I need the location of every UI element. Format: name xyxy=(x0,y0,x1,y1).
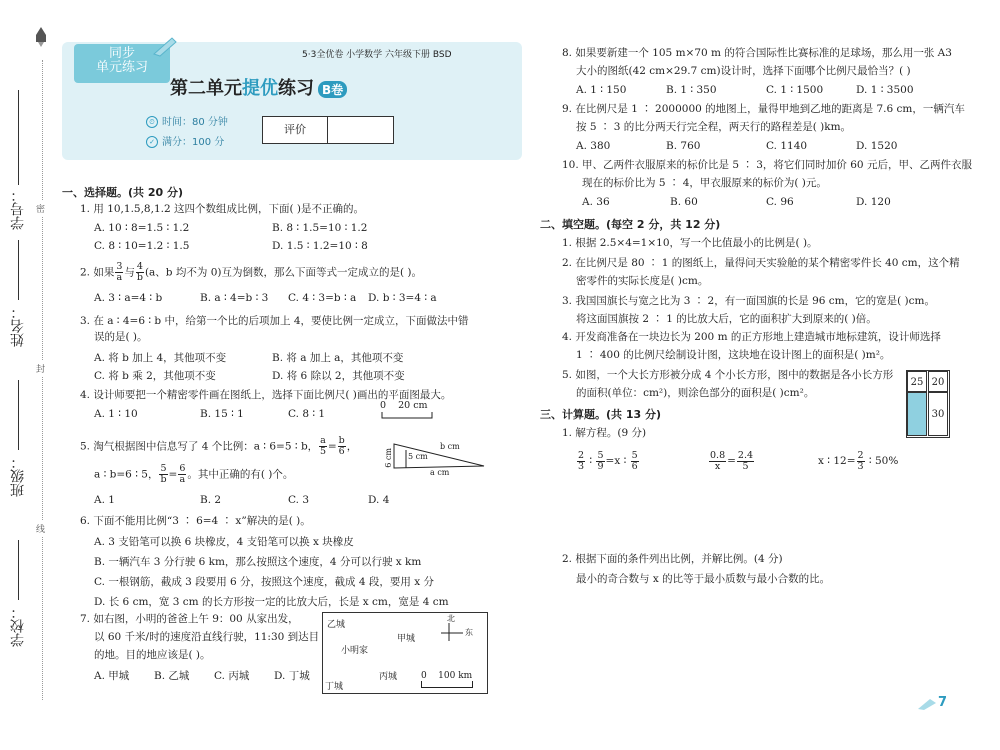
q5-frac2 xyxy=(338,436,346,457)
frac-num: 5 xyxy=(160,463,167,474)
frac-den: 6 xyxy=(631,460,638,472)
q8-opt-b[interactable]: B. 1 ∶ 350 xyxy=(666,84,717,96)
score-text: 满分：100 分 xyxy=(162,137,225,148)
map-ding-city: 丁城 xyxy=(325,682,344,692)
seal-feng: 封 xyxy=(36,360,45,377)
map-scale-bar xyxy=(421,681,473,688)
q4-opt-a[interactable]: A. 1 ∶ 10 xyxy=(94,408,138,420)
frac-num: 2.4 xyxy=(737,449,754,461)
frac-num: 3 xyxy=(116,261,123,272)
q3-opt-d[interactable]: D. 将 6 除以 2，其他项不变 xyxy=(272,370,405,382)
q1-opt-a[interactable]: A. 10 ∶ 8=1.5 ∶ 1.2 xyxy=(94,222,190,234)
map-east: 东 xyxy=(465,628,473,637)
q10-opt-d[interactable]: D. 120 xyxy=(856,196,891,208)
q8-line1: 8. 如果要新建一个 105 m×70 m 的符合国际性比赛标准的足球场，那么用一张 A3 xyxy=(562,47,952,59)
scale-bar-20cm xyxy=(380,402,460,422)
f4-line2[interactable]: 1 ∶ 400 的比例尺绘制设计图，这块地在设计图上的面积是( )m²。 xyxy=(576,349,891,361)
compass-icon xyxy=(435,619,465,643)
title-part2: 练习 xyxy=(278,78,314,99)
q6-opt-d[interactable]: D. 长 6 cm，宽 3 cm 的长方形按一定的比放大后，长是 x cm，宽是 4 cm xyxy=(94,596,449,608)
q3-opt-c[interactable]: C. 将 b 乘 2，其他项不变 xyxy=(94,370,216,382)
q3-line2: 误的是( )。 xyxy=(94,331,148,343)
badge-line1: 同步 xyxy=(108,46,135,61)
q5-line2: a ∶ b=6 ∶ 5， $\frac{5}{b}$ = $\frac{6}{a}$ 。其中正确的有( )个。 xyxy=(94,463,294,485)
eval-field[interactable] xyxy=(329,117,393,143)
q1-opt-c[interactable]: C. 8 ∶ 10=1.2 ∶ 1.5 xyxy=(94,240,190,252)
f1-text[interactable]: 1. 根据 2.5×4=1×10，写一个比值最小的比例是( )。 xyxy=(562,237,818,249)
equation-2[interactable]: $\frac{0.8}{x}$ = $\frac{2.4}{5}$ xyxy=(710,449,754,472)
area-grid-figure xyxy=(906,370,950,438)
q10-line1: 10. 甲、乙两件衣服原来的标价比是 5 ∶ 3，将它们同时加价 60 元后，甲、乙两件衣服 xyxy=(562,159,972,171)
school-line[interactable] xyxy=(18,540,19,600)
q7-line3: 的地。目的地应该是( )。 xyxy=(94,649,211,661)
rocket-deco-icon xyxy=(150,34,180,62)
q5-text-b: a ∶ b=6 ∶ 5， xyxy=(94,468,159,481)
clock-icon: ⏲ xyxy=(146,116,158,128)
q9-opt-a[interactable]: A. 380 xyxy=(576,140,611,152)
frac-den: b xyxy=(136,272,143,283)
paper-tag: B卷 xyxy=(318,81,347,98)
q2-opt-d[interactable]: D. b ∶ 3=4 ∶ a xyxy=(368,292,437,304)
frac-den: a xyxy=(179,474,186,485)
frac-num: 2 xyxy=(578,449,585,461)
q5-frac1 xyxy=(319,436,327,457)
q1-text: 1. 用 10,1.5,8,1.2 这四个数组成比例，下面( )是不正确的。 xyxy=(80,203,365,215)
equation-3[interactable] xyxy=(818,450,898,472)
q5-opt-b[interactable]: B. 2 xyxy=(200,494,222,506)
fig-5cm: 5 cm xyxy=(408,452,428,461)
f3-line1[interactable]: 3. 我国国旗长与宽之比为 3 ∶ 2，有一面国旗的长是 96 cm，它的宽是( )cm。 xyxy=(562,295,935,307)
map-yi-city: 乙城 xyxy=(327,620,346,630)
map-scale: 0 100 km xyxy=(421,671,473,681)
q2-frac2 xyxy=(136,262,144,283)
q5-opt-d[interactable]: D. 4 xyxy=(368,494,390,506)
map-north: 北 xyxy=(447,614,455,623)
time-info xyxy=(146,113,228,128)
dotted-cut-line xyxy=(42,60,43,700)
evaluation-box xyxy=(262,116,394,144)
q5-text-a: 5. 淘气根据图中信息写了 4 个比例：a ∶ 6=5 ∶ b， xyxy=(80,440,319,453)
f5-line2[interactable]: 的面积(单位：cm²)，则涂色部分的面积是( )cm²。 xyxy=(576,387,815,399)
score-info xyxy=(146,133,224,148)
eval-label: 评价 xyxy=(263,117,328,143)
q5-frac3 xyxy=(159,464,167,485)
q2-part-b: 与 xyxy=(124,266,135,279)
page-number: 7 xyxy=(938,695,948,710)
q2-frac1 xyxy=(115,262,123,283)
student-id-line[interactable] xyxy=(18,90,19,185)
q2-part-c: (a、b 均不为 0)互为倒数，那么下面等式一定成立的是( )。 xyxy=(144,266,423,279)
c2-condition: 最小的奇合数与 x 的比等于最小质数与最小合数的比。 xyxy=(576,573,831,585)
map-bing-city: 丙城 xyxy=(379,672,398,682)
q1-opt-d[interactable]: D. 1.5 ∶ 1.2=10 ∶ 8 xyxy=(272,240,368,252)
class-line[interactable] xyxy=(18,380,19,450)
q10-opt-b[interactable]: B. 60 xyxy=(670,196,698,208)
q2-opt-a[interactable]: A. 3 ∶ a=4 ∶ b xyxy=(94,292,163,304)
q5-frac4 xyxy=(178,464,186,485)
frac-num: 4 xyxy=(136,261,143,272)
q8-opt-a[interactable]: A. 1 ∶ 150 xyxy=(576,84,627,96)
grid-cell-25: 25 xyxy=(907,371,927,392)
q5-opt-c[interactable]: C. 3 xyxy=(288,494,310,506)
binding-sidebar xyxy=(0,0,52,750)
frac-den: b xyxy=(160,474,167,485)
eq3-part-b: ∶ 50% xyxy=(868,455,899,467)
seal-xian: 线 xyxy=(36,520,45,537)
q9-opt-d[interactable]: D. 1520 xyxy=(856,140,898,152)
q7-opt-a[interactable]: A. 甲城 xyxy=(94,670,130,682)
c2-text: 2. 根据下面的条件列出比例，并解比例。(4 分) xyxy=(562,553,783,565)
frac-den: 5 xyxy=(742,460,749,472)
q3-opt-a[interactable]: A. 将 b 加上 4，其他项不变 xyxy=(94,352,227,364)
q7-line2: 以 60 千米/时的速度沿直线行驶，11:30 到达目 xyxy=(94,631,320,643)
frac-den: 6 xyxy=(338,446,345,457)
frac-den: x xyxy=(714,460,721,472)
grid-cell-20: 20 xyxy=(928,371,948,392)
time-text: 时间：80 分钟 xyxy=(162,117,228,128)
q6-opt-b[interactable]: B. 一辆汽车 3 分行驶 6 km，那么按照这个速度，4 分可以行驶 x km xyxy=(94,556,422,568)
frac-num: 0.8 xyxy=(710,449,726,461)
q9-line2: 按 5 ∶ 3 的比分两天行完全程，两天行的路程差是( )km。 xyxy=(576,121,852,133)
name-line[interactable] xyxy=(18,240,19,300)
fig-acm: a cm xyxy=(430,468,450,477)
section3-title: 三、计算题。(共 13 分) xyxy=(540,408,662,421)
student-id-label: 学号： xyxy=(10,188,26,230)
frac-num: 6 xyxy=(179,463,186,474)
q8-line2: 大小的图纸(42 cm×29.7 cm)设计时，选择下面哪个比例尺最恰当？( ) xyxy=(576,65,911,77)
q5-opt-a[interactable]: A. 1 xyxy=(94,494,115,506)
eq1-mid: =x ∶ xyxy=(605,455,627,467)
q8-opt-c[interactable]: C. 1 ∶ 1500 xyxy=(766,84,824,96)
grid-cell-shaded xyxy=(907,392,927,436)
q4-opt-c[interactable]: C. 8 ∶ 1 xyxy=(288,408,326,420)
section1-title: 一、选择题。(共 20 分) xyxy=(62,186,184,199)
name-label: 姓名： xyxy=(10,305,26,347)
school-label: 学校： xyxy=(10,605,26,647)
frac-den: 9 xyxy=(597,460,604,472)
eq3-part-a: x ∶ 12= xyxy=(818,455,856,467)
q4-text: 4. 设计师要把一个精密零件画在图纸上，选择下面比例尺( )画出的平面图最大。 xyxy=(80,389,452,401)
f5-line1: 5. 如图，一个大长方形被分成 4 个小长方形，图中的数据是各小长方形 xyxy=(562,369,894,381)
fig-bcm: b cm xyxy=(440,442,460,451)
q6-opt-c[interactable]: C. 一根钢筋，截成 3 段要用 6 分，按照这个速度，截成 4 段，要用 x 分 xyxy=(94,576,434,588)
q2-opt-c[interactable]: C. 4 ∶ 3=b ∶ a xyxy=(288,292,357,304)
frac-den: 3 xyxy=(857,460,864,472)
q4-opt-b[interactable]: B. 15 ∶ 1 xyxy=(200,408,244,420)
title-highlight: 提优 xyxy=(242,78,278,99)
eq1-frac2 xyxy=(596,451,604,472)
title-part1: 第二单元 xyxy=(170,78,242,99)
scale-label: 0 20 cm xyxy=(380,400,428,411)
eq1-frac3 xyxy=(631,451,639,472)
q6-text: 6. 下面不能用比例“3 ∶ 6=4 ∶ x”解决的是( )。 xyxy=(80,515,311,527)
q5-triangle-figure xyxy=(384,436,494,480)
q3-line1: 3. 在 a ∶ 4=6 ∶ b 中，给第一个比的后项加上 4，要使比例一定成立，下面做法中错 xyxy=(80,315,469,327)
class-label: 班级： xyxy=(10,455,26,497)
eq1-frac1 xyxy=(577,451,585,472)
map-jia-city: 甲城 xyxy=(397,634,416,644)
map-home: 小明家 xyxy=(341,646,369,656)
q7-opt-d[interactable]: D. 丁城 xyxy=(274,670,310,682)
q10-line2: 现在的标价比为 5 ∶ 4，甲衣服原来的标价为( )元。 xyxy=(582,177,827,189)
eq2-frac1 xyxy=(709,451,726,472)
q9-line1: 9. 在比例尺是 1 ∶ 2000000 的地图上，量得甲地到乙地的距离是 7.6 cm，一辆汽车 xyxy=(562,103,965,115)
frac-num: b xyxy=(338,435,345,446)
q7-opt-c[interactable]: C. 丙城 xyxy=(214,670,250,682)
q7-map xyxy=(322,612,488,694)
q5-text-c: 。其中正确的有( )个。 xyxy=(187,468,294,481)
q7-line1: 7. 如右图，小明的爸爸上午 9：00 从家出发， xyxy=(80,613,299,625)
check-icon: ✓ xyxy=(146,136,158,148)
c1-text: 1. 解方程。(9 分) xyxy=(562,427,647,439)
q3-opt-b[interactable]: B. 将 a 加上 a，其他项不变 xyxy=(272,352,404,364)
q2-part-a: 2. 如果 xyxy=(80,266,115,279)
page-deco-icon xyxy=(916,696,938,710)
frac-num: 5 xyxy=(631,449,638,461)
eq2-frac2 xyxy=(737,451,754,472)
section2-title: 二、填空题。(每空 2 分，共 12 分) xyxy=(540,218,721,231)
f2-line2[interactable]: 密零件的实际长度是( )cm。 xyxy=(576,275,709,287)
q7-opt-b[interactable]: B. 乙城 xyxy=(154,670,190,682)
badge-line2: 单元练习 xyxy=(95,60,148,75)
q9-opt-b[interactable]: B. 760 xyxy=(666,140,701,152)
frac-den: 5 xyxy=(319,446,327,457)
eq3-frac1 xyxy=(857,451,865,472)
q1-opt-b[interactable]: B. 8 ∶ 1.5=10 ∶ 1.2 xyxy=(272,222,368,234)
frac-num: 2 xyxy=(857,449,864,461)
frac-num: a xyxy=(320,435,326,446)
q10-opt-c[interactable]: C. 96 xyxy=(766,196,794,208)
fig-6cm: 6 cm xyxy=(384,448,393,468)
series-info: 5·3全优卷 小学数学 六年级下册 BSD xyxy=(302,50,452,60)
f2-line1: 2. 在比例尺是 80 ∶ 1 的图纸上，量得问天实验舱的某个精密零件长 40 cm，这个精 xyxy=(562,257,960,269)
rocket-icon xyxy=(34,26,48,48)
f4-line1: 4. 开发商准备在一块边长为 200 m 的正方形地上建造城市地标建筑，设计师选择 xyxy=(562,331,941,343)
q5-line1: 5. 淘气根据图中信息写了 4 个比例：a ∶ 6=5 ∶ b， $\frac{a}{5}$ = $\frac{b}{6}$ ， xyxy=(80,435,358,457)
q6-opt-a[interactable]: A. 3 支铅笔可以换 6 块橡皮，4 支铅笔可以换 x 块橡皮 xyxy=(94,536,354,548)
q8-opt-d[interactable]: D. 1 ∶ 3500 xyxy=(856,84,914,96)
frac-num: 5 xyxy=(597,449,604,461)
frac-den: 3 xyxy=(578,460,585,472)
q2-opt-b[interactable]: B. a ∶ 4=b ∶ 3 xyxy=(200,292,269,304)
q9-opt-c[interactable]: C. 1140 xyxy=(766,140,808,152)
frac-den: a xyxy=(116,272,123,283)
page-title xyxy=(170,74,347,100)
q10-opt-a[interactable]: A. 36 xyxy=(582,196,610,208)
q2-text xyxy=(80,262,422,283)
f3-line2[interactable]: 将这面国旗按 2 ∶ 1 的比放大后，它的面积扩大到原来的( )倍。 xyxy=(576,313,877,325)
grid-cell-30: 30 xyxy=(928,392,948,436)
equation-1[interactable]: $\frac{2}{3}$ ∶ $\frac{5}{9}$ =x ∶ $\frac{5}{6}$ xyxy=(578,449,638,472)
seal-mi: 密 xyxy=(36,200,45,217)
